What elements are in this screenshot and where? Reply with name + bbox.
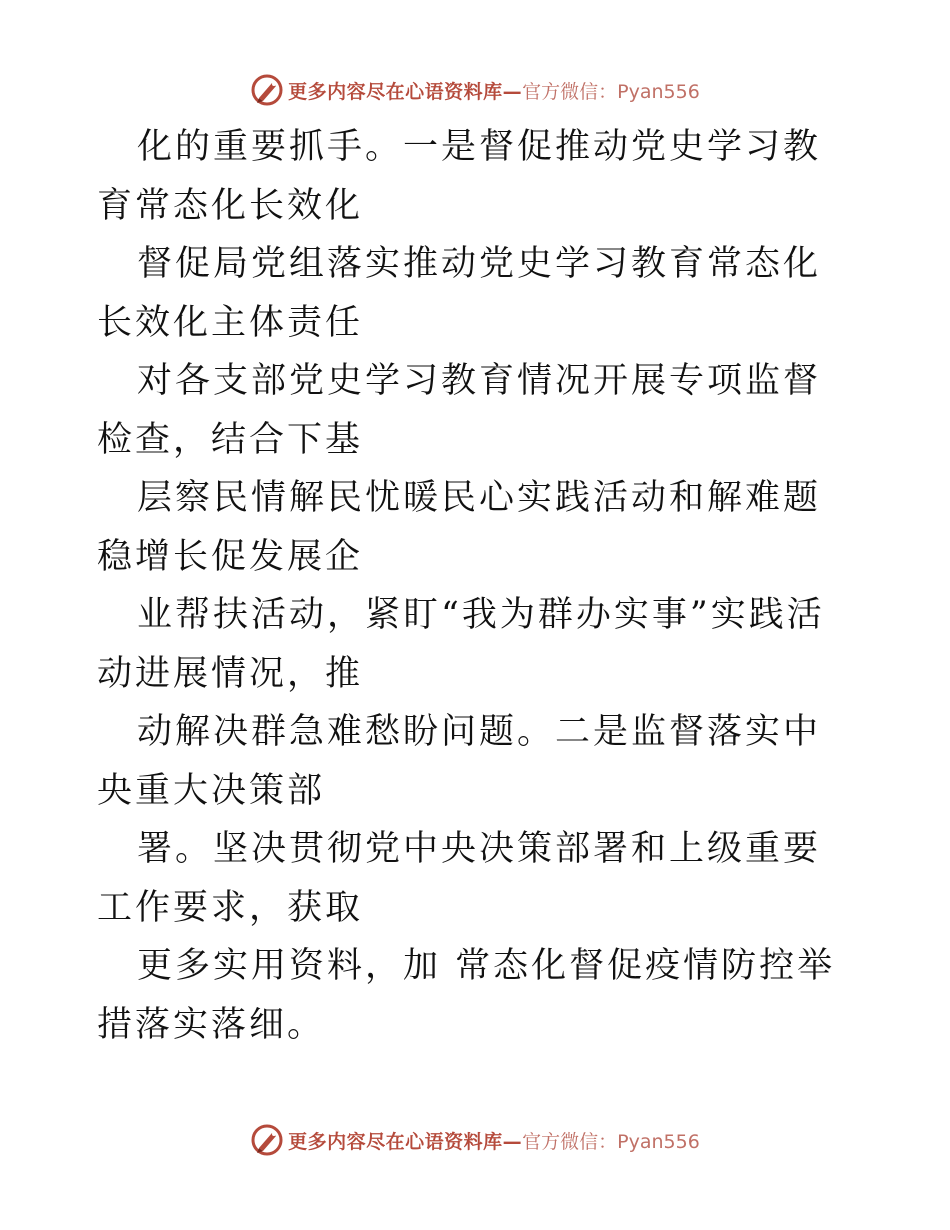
- paragraph-6: 动解决群急难愁盼问题。二是监督落实中央重大决策部: [97, 712, 822, 811]
- paragraph-4: 层察民情解民忧暖民心实践活动和解难题稳增长促发展企: [97, 478, 822, 577]
- pen-logo-icon: [250, 73, 284, 107]
- header-wechat-text: 官方微信：Pyan556: [522, 80, 700, 103]
- paragraph-3: 对各支部党史学习教育情况开展专项监督检查，结合下基: [97, 361, 822, 460]
- pen-logo-icon: [250, 1123, 284, 1157]
- header-banner: [0, 70, 950, 110]
- footer-brand-text: 更多内容尽在心语资料库—: [288, 1130, 523, 1153]
- header-brand-text: 更多内容尽在心语资料库—: [288, 80, 523, 103]
- footer-wechat-text: 官方微信：Pyan556: [522, 1130, 700, 1153]
- footer-banner: [0, 1120, 950, 1160]
- paragraph-2: 督促局党组落实推动党史学习教育常态化长效化主体责任: [97, 244, 822, 343]
- paragraph-8: 更多实用资料，加 常态化督促疫情防控举措落实落细。: [97, 946, 836, 1045]
- paragraph-1: 化的重要抓手。一是督促推动党史学习教育常态化长效化: [97, 127, 822, 226]
- paragraph-7: 署。坚决贯彻党中央决策部署和上级重要工作要求，获取: [97, 829, 822, 928]
- paragraph-5: 业帮扶活动，紧盯“我为群办实事”实践活动进展情况，推: [97, 595, 825, 694]
- document-body: [97, 118, 857, 1054]
